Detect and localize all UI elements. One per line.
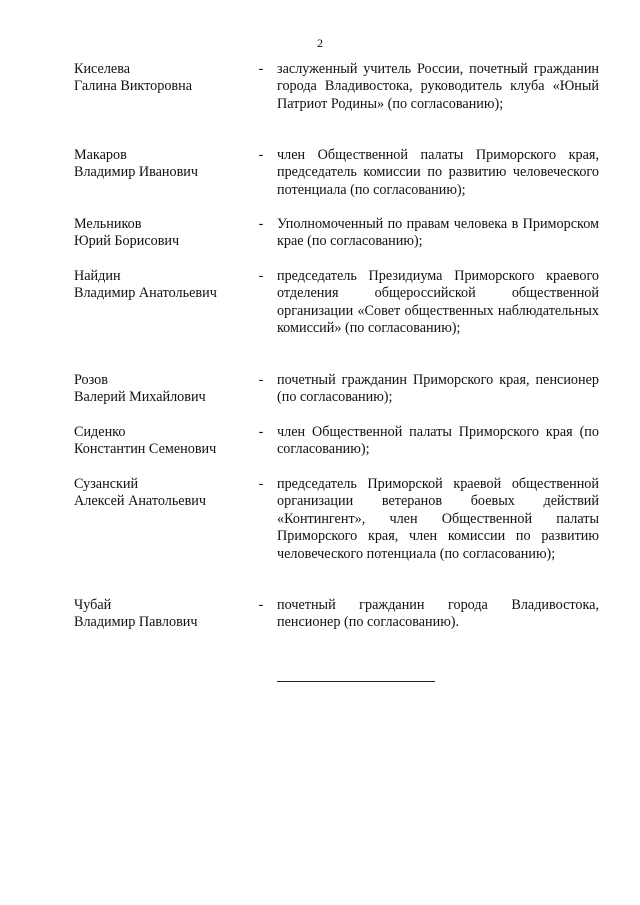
- member-description: председатель Приморской краевой общественной организации ветеранов боевых действий «Контингент», член Общественной палаты Приморского края, член комиссии по развитию человеческого потенциала (по согласованию);: [277, 476, 599, 562]
- surname: Сузанский: [74, 476, 139, 492]
- member-description: председатель Президиума Приморского краевого отделения общероссийской общественной организации «Совет общественных наблюдательных комиссий» (по согласованию);: [277, 268, 599, 337]
- member-description: почетный гражданин города Владивостока, пенсионер (по согласованию).: [277, 597, 599, 631]
- surname: Розов: [74, 372, 108, 388]
- dash-separator: -: [258, 372, 264, 388]
- member-name: [74, 476, 254, 511]
- member-description: член Общественной палаты Приморского края (по согласованию);: [277, 424, 599, 458]
- member-name: [74, 147, 254, 182]
- dash-separator: -: [258, 476, 264, 492]
- member-description: Уполномоченный по правам человека в Приморском крае (по согласованию);: [277, 216, 599, 250]
- member-description: заслуженный учитель России, почетный гражданин города Владивостока, руководитель клуба «Юный Патриот Родины» (по согласованию);: [277, 61, 599, 112]
- member-name: [74, 216, 254, 251]
- surname: Сиденко: [74, 424, 126, 440]
- given-names: Владимир Анатольевич: [74, 285, 217, 302]
- given-names: Алексей Анатольевич: [74, 493, 207, 510]
- dash-separator: -: [258, 424, 264, 440]
- given-names: Галина Викторовна: [74, 78, 193, 95]
- dash-separator: -: [258, 147, 264, 163]
- member-name: [74, 597, 254, 632]
- member-name: [74, 268, 254, 303]
- dash-separator: -: [258, 61, 264, 77]
- member-name: [74, 372, 254, 407]
- surname: Киселева: [74, 61, 131, 77]
- surname: Мельников: [74, 216, 142, 232]
- given-names: Валерий Михайлович: [74, 389, 206, 406]
- member-description: член Общественной палаты Приморского края, председатель комиссии по развитию человеческого потенциала (по согласованию);: [277, 147, 599, 198]
- given-names: Юрий Борисович: [74, 233, 180, 250]
- given-names: Константин Семенович: [74, 441, 217, 458]
- member-description: почетный гражданин Приморского края, пенсионер (по согласованию);: [277, 372, 599, 406]
- given-names: Владимир Павлович: [74, 614, 198, 631]
- surname: Найдин: [74, 268, 121, 284]
- member-name: [74, 61, 254, 96]
- surname: Макаров: [74, 147, 127, 163]
- dash-separator: -: [258, 268, 264, 284]
- page-number: 2: [317, 36, 323, 50]
- closing-divider: [277, 681, 435, 682]
- given-names: Владимир Иванович: [74, 164, 199, 181]
- dash-separator: -: [258, 216, 264, 232]
- surname: Чубай: [74, 597, 112, 613]
- member-name: [74, 424, 254, 459]
- dash-separator: -: [258, 597, 264, 613]
